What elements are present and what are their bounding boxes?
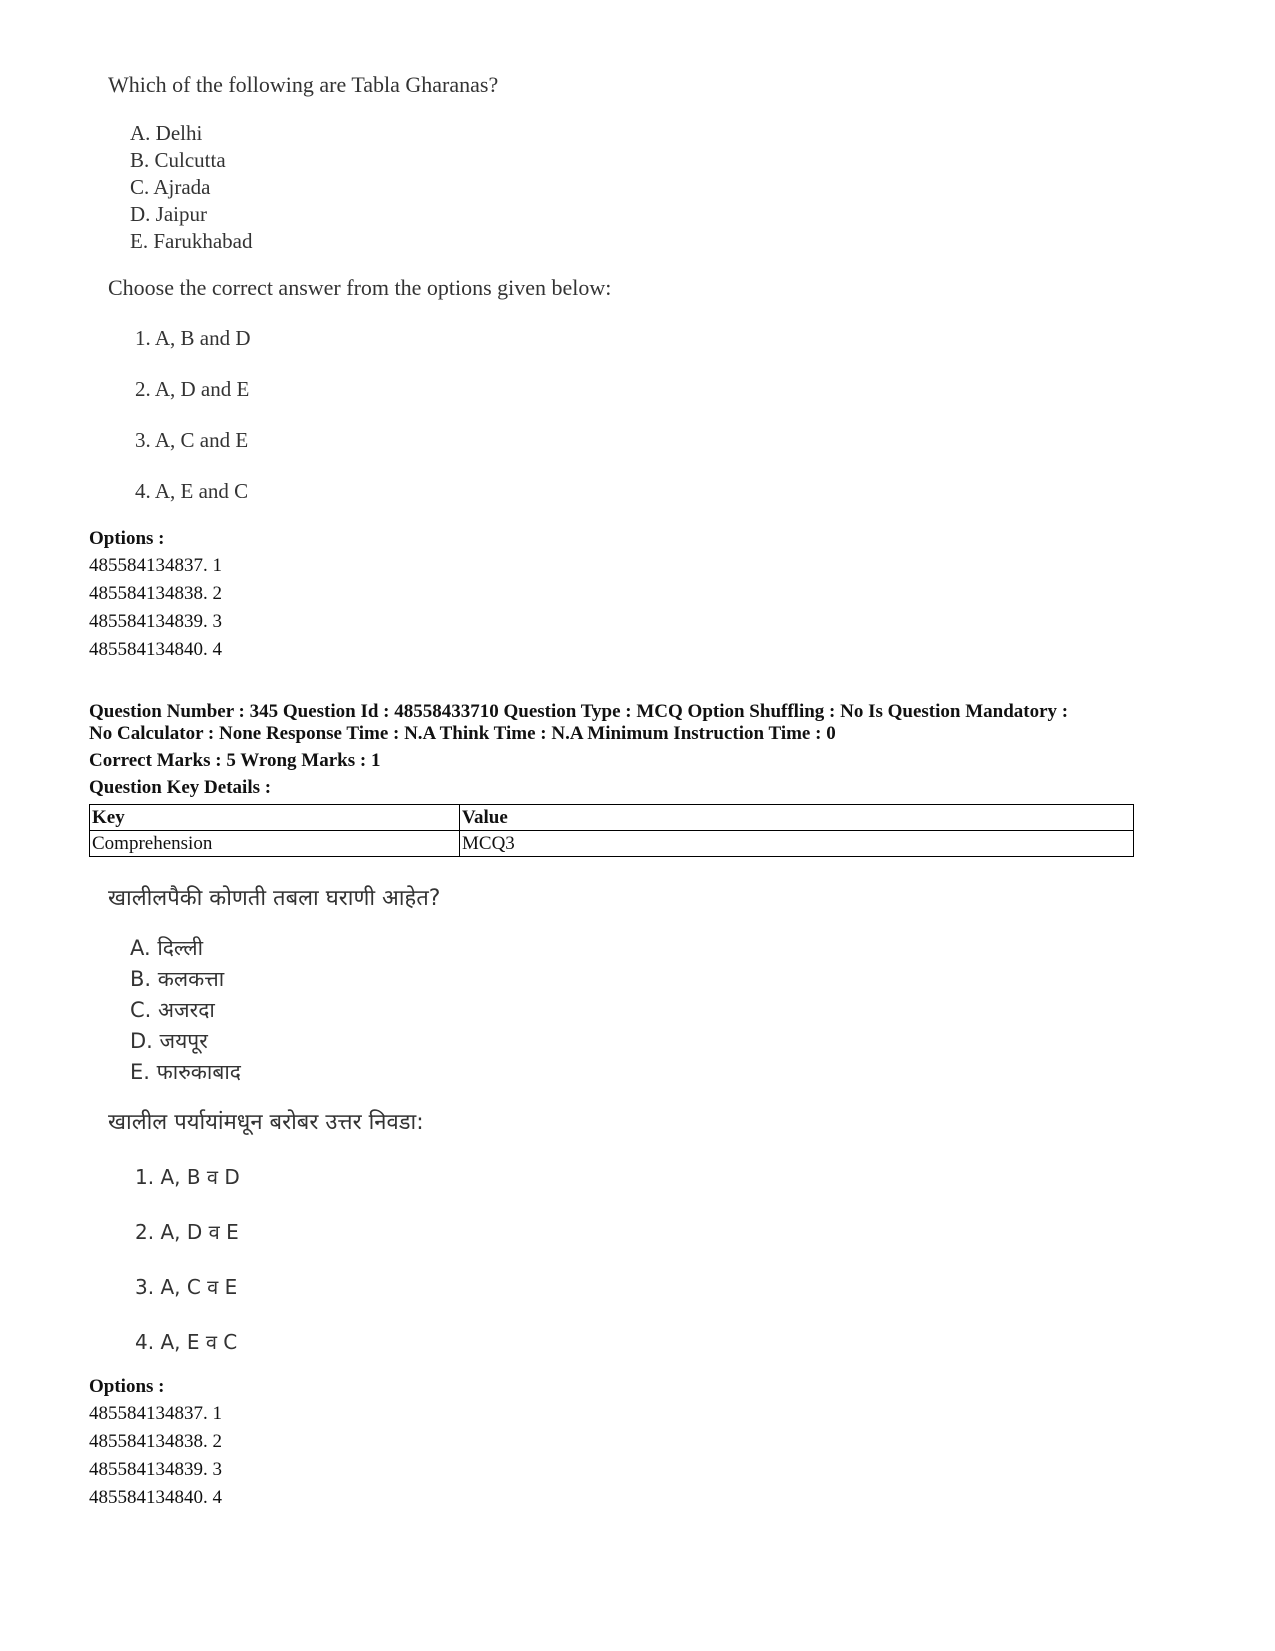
list-item: B. Culcutta [130,148,226,172]
marks-line: Correct Marks : 5 Wrong Marks : 1 [89,750,381,771]
question-text: Which of the following are Tabla Gharanas? [108,72,499,97]
answer-choice-4: 4. A, E व C [135,1330,238,1354]
list-item: E. फारुकाबाद [130,1060,241,1084]
list-item: A. Delhi [130,121,203,145]
table-header-row [90,805,1134,831]
instruction-text: Choose the correct answer from the options given below: [108,275,612,300]
list-item: A. दिल्ली [130,936,204,960]
question-meta-line-1: Question Number : 345 Question Id : 48558433710 Question Type : MCQ Option Shuffling : No Is Question Mandatory : [89,701,1069,722]
question-meta-line-2: No Calculator : None Response Time : N.A Think Time : N.A Minimum Instruction Time : 0 [89,723,836,744]
answer-choice-1: 1. A, B व D [135,1165,240,1189]
question-text: खालीलपैकी कोणती तबला घराणी आहेत? [108,886,441,911]
table-header-value: Value [460,805,1134,831]
list-item: D. जयपूर [130,1029,208,1053]
table-row [90,831,1134,857]
instruction-text: खालील पर्यायांमधून बरोबर उत्तर निवडा: [108,1110,424,1135]
list-item: B. कलकत्ता [130,967,225,991]
table-cell: Comprehension [90,831,460,857]
answer-choice-4: 4. A, E and C [135,479,249,503]
options-list [89,1400,222,1512]
table-header-key: Key [90,805,460,831]
question-items [130,120,252,255]
key-details-label: Question Key Details : [89,777,272,798]
option-row: 485584134837. 1 [89,555,222,576]
answer-choice-3: 3. A, C व E [135,1275,238,1299]
options-label: Options : [89,1376,165,1397]
options-list [89,552,222,664]
list-item: C. अजरदा [130,998,215,1022]
option-row: 485584134840. 4 [89,639,222,660]
answer-choice-2: 2. A, D and E [135,377,250,401]
option-row: 485584134838. 2 [89,1431,222,1452]
option-row: 485584134839. 3 [89,611,222,632]
options-label: Options : [89,528,165,549]
list-item: E. Farukhabad [130,229,253,253]
option-row: 485584134837. 1 [89,1403,222,1424]
option-row: 485584134838. 2 [89,583,222,604]
question-items [130,933,241,1088]
option-row: 485584134839. 3 [89,1459,222,1480]
table-cell: MCQ3 [460,831,1134,857]
list-item: C. Ajrada [130,175,211,199]
answer-choice-2: 2. A, D व E [135,1220,239,1244]
answer-choice-3: 3. A, C and E [135,428,249,452]
list-item: D. Jaipur [130,202,207,226]
answer-choice-1: 1. A, B and D [135,326,251,350]
key-details-table [89,804,1134,857]
option-row: 485584134840. 4 [89,1487,222,1508]
